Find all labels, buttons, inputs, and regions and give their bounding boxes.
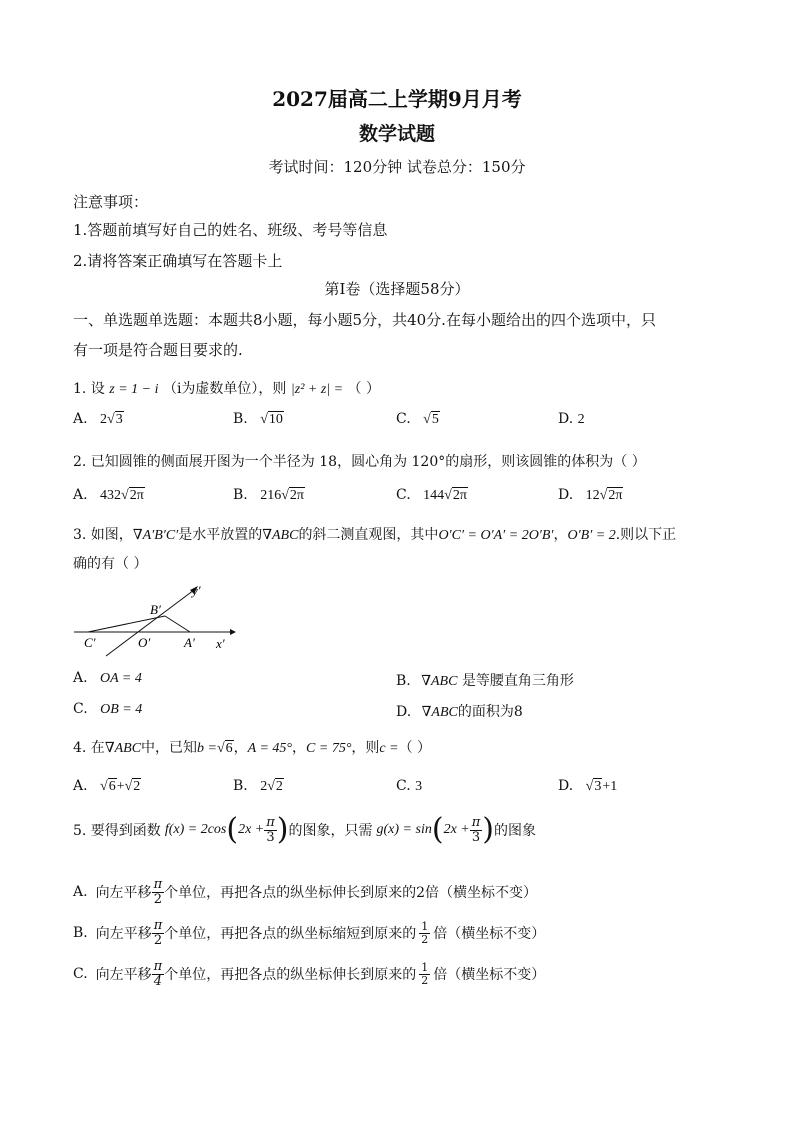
q5-left-paren-f: ( <box>226 812 239 847</box>
section-intro-line-1: 一、单选题单选题：本题共8小题，每小题5分，共40分.在每小题给出的四个选项中，只 <box>73 311 656 329</box>
q2-radicand: 2π <box>452 488 467 503</box>
q1-d-value: 2 <box>577 412 585 427</box>
q1-option-c[interactable]: C. √5 <box>396 411 439 427</box>
denominator: 2 <box>421 973 429 987</box>
numerator: π <box>153 917 163 933</box>
q5-inner-f: 2x + <box>238 822 265 837</box>
option-label: C. <box>396 411 411 427</box>
option-label: C. <box>396 487 411 503</box>
q5-b-post2: 倍（横坐标不变） <box>433 926 546 942</box>
exam-title: 2027届高二上学期9月月考 <box>272 87 522 111</box>
note-item-1: 1.答题前填写好自己的姓名、班级、考号等信息 <box>73 221 388 239</box>
q3-condition-2: O′B′ = 2 <box>567 528 616 543</box>
q3-c-text: OB = 4 <box>100 702 143 717</box>
q4-prefix: 4. 在 <box>73 740 105 756</box>
q5-c-pre: 向左平移 <box>95 967 152 983</box>
numerator: π <box>153 958 163 974</box>
option-label: C. <box>73 701 88 717</box>
q2-radicand: 2π <box>608 488 623 503</box>
q2-b-coef: 216 <box>260 488 282 503</box>
q1-z-def: z = 1 − i <box>109 382 159 397</box>
q5-option-c[interactable] <box>73 954 545 994</box>
denominator: 3 <box>471 829 481 845</box>
q4-tail: （ ） <box>398 740 432 756</box>
q5-b-pre: 向左平移 <box>95 926 152 942</box>
q5-c-shift-frac <box>152 960 165 989</box>
option-label: B. <box>233 487 248 503</box>
q3-d-triangle: ∇ABC <box>421 705 458 720</box>
q3-b-text: 是等腰直角三角形 <box>461 673 574 689</box>
denominator: 2 <box>153 891 162 907</box>
q3-mid: 是水平放置的 <box>178 527 263 543</box>
label-o-prime: O′ <box>138 635 151 650</box>
q4-d-tail: +1 <box>602 779 618 794</box>
q1-option-d[interactable] <box>558 411 585 428</box>
q5-a-pre: 向左平移 <box>95 885 152 901</box>
q3-triangle: ∇ABC <box>262 528 299 543</box>
q5-frac-f <box>264 816 277 845</box>
q4-a-plus: + <box>116 779 125 794</box>
option-label: D. <box>396 704 412 720</box>
numerator: 1 <box>421 919 429 933</box>
q4-b-radicand: 6 <box>225 741 233 756</box>
q5-b-post: 个单位，再把各点的纵坐标缩短到原来的 <box>164 926 417 942</box>
q3-option-b[interactable] <box>396 670 574 690</box>
q5-f-expr: f(x) = 2cos <box>164 822 227 837</box>
option-label: A. <box>73 411 88 427</box>
q5-right-paren-f: ) <box>276 812 289 847</box>
pi-numerator: π <box>266 814 275 830</box>
option-label: B. <box>233 778 248 794</box>
q2-radicand: 2π <box>289 488 304 503</box>
option-label: D. <box>558 778 574 794</box>
q5-a-shift-frac <box>152 878 165 907</box>
q4-c-value: 3 <box>415 779 423 794</box>
q4-b-coef: 2 <box>260 779 268 794</box>
q2-a-coef: 432 <box>100 488 122 503</box>
note-item-2: 2.请将答案正确填写在答题卡上 <box>73 252 283 270</box>
q5-b-scale-frac <box>419 921 430 946</box>
pi-numerator: π <box>471 814 481 830</box>
q2-option-b[interactable]: B. 216√2π <box>233 487 304 503</box>
section-title: 第I卷（选择题58分） <box>324 280 470 298</box>
q3-d-text: 的面积为8 <box>457 704 523 720</box>
q4-option-a[interactable]: A. √6+√2 <box>73 778 141 794</box>
q3-b-triangle: ∇ABC <box>421 674 458 689</box>
q5-mid: 的图象，只需 <box>288 823 373 839</box>
q3-end: .则以下正 <box>615 527 677 543</box>
q3-mid2: 的斜二测直观图，其中 <box>298 527 439 543</box>
q5-c-post: 个单位，再把各点的纵坐标伸长到原来的 <box>164 967 417 983</box>
option-label: D. <box>558 487 574 503</box>
q5-frac-g <box>470 816 483 845</box>
q3-a-text: OA = 4 <box>100 671 142 686</box>
q1-a-coef: 2 <box>100 412 108 427</box>
q5-left-paren-g: ( <box>431 812 444 847</box>
q1-b-radicand: 10 <box>268 412 283 427</box>
q5-b-shift-frac <box>152 919 165 948</box>
q3-condition-1: O′C′ = O′A′ = 2O′B′ <box>438 528 554 543</box>
option-label: C. <box>396 778 411 794</box>
q2-d-coef: 12 <box>585 488 600 503</box>
q4-b-radicand: 2 <box>275 779 283 794</box>
option-label: B. <box>233 411 248 427</box>
option-label: C. <box>73 966 88 982</box>
denominator: 3 <box>266 829 275 845</box>
label-a-prime: A′ <box>184 635 195 650</box>
q3-prefix: 3. 如图， <box>73 527 133 543</box>
q1-mid: （i为虚数单位），则 <box>162 381 287 397</box>
q5-tail: 的图象 <box>494 823 536 839</box>
label-b-prime: B′ <box>150 602 161 617</box>
q4-option-d[interactable]: D. √3+1 <box>558 778 618 794</box>
x-axis-arrow <box>230 629 236 635</box>
option-label: A. <box>73 487 88 503</box>
q4-mid: 中，已知 <box>141 740 198 756</box>
q4-b-eq: b = <box>197 741 217 756</box>
q5-c-scale-frac <box>419 962 430 987</box>
question-3-line-2: 确的有（ ） <box>73 556 148 572</box>
q2-option-a[interactable]: A. 432√2π <box>73 487 144 503</box>
numerator: π <box>153 876 163 892</box>
q3-sep: ， <box>553 527 568 543</box>
q4-a-radicand-2: 2 <box>133 779 141 794</box>
q5-prefix: 5. 要得到函数 <box>73 823 161 839</box>
option-label: B. <box>73 925 88 941</box>
q2-option-d[interactable]: D. 12√2π <box>558 487 623 503</box>
q1-option-b[interactable]: B. √10 <box>233 411 283 427</box>
option-label: B. <box>396 673 411 689</box>
denominator: 4 <box>153 973 163 989</box>
option-label: A. <box>73 884 88 900</box>
label-x-prime: x′ <box>216 636 225 651</box>
q4-angle-c: C = 75° <box>306 741 352 756</box>
denominator: 2 <box>421 932 429 946</box>
question-5-stem <box>73 803 536 857</box>
q4-angle-a: A = 45° <box>247 741 293 756</box>
notes-heading: 注意事项： <box>73 193 149 211</box>
q2-option-c[interactable]: C. 144√2π <box>396 487 467 503</box>
q5-a-post: 个单位，再把各点的纵坐标伸长到原来的2倍（横坐标不变） <box>164 885 538 901</box>
label-y-prime: y′ <box>192 583 201 598</box>
q3-figure <box>70 578 240 658</box>
q5-option-b[interactable] <box>73 913 545 953</box>
q5-g-expr: g(x) = sin <box>376 822 432 837</box>
q5-c-post2: 倍（横坐标不变） <box>433 967 546 983</box>
q5-option-a[interactable] <box>73 872 537 912</box>
option-label: A. <box>73 778 88 794</box>
question-2-stem: 2. 已知圆锥的侧面展开图为一个半径为 18，圆心角为 120°的扇形，则该圆锥的体积为（ ） <box>73 454 646 470</box>
q1-a-radicand: 3 <box>115 412 123 427</box>
q1-expr: |z² + z| = <box>290 382 344 397</box>
q2-radicand: 2π <box>129 488 144 503</box>
q4-d-radicand: 3 <box>594 779 602 794</box>
q1-option-a[interactable]: A. 2√3 <box>73 411 123 427</box>
subject-title: 数学试题 <box>358 123 435 145</box>
q3-option-a[interactable] <box>73 670 142 687</box>
exam-info: 考试时间：120分钟 试卷总分：150分 <box>268 158 526 176</box>
section-intro-line-2: 有一项是符合题目要求的. <box>73 341 243 359</box>
q4-sep-1: ， <box>233 740 248 756</box>
q5-inner-g: 2x + <box>443 822 470 837</box>
numerator: 1 <box>421 960 429 974</box>
q4-triangle: ∇ABC <box>104 741 142 756</box>
option-label: A. <box>73 670 88 686</box>
q1-prefix: 1. 设 <box>73 381 105 397</box>
segment-c-b <box>88 616 165 632</box>
q5-right-paren-g: ) <box>482 812 494 847</box>
q4-sep-2: ， <box>292 740 307 756</box>
q4-a-radicand-1: 6 <box>108 779 116 794</box>
q4-option-c[interactable] <box>396 778 422 795</box>
q1-c-radicand: 5 <box>431 412 439 427</box>
q4-ask: ，则 <box>351 740 380 756</box>
q3-triangle-prime: ∇A′B′C′ <box>132 528 179 543</box>
q4-c-eq: c = <box>379 741 399 756</box>
denominator: 2 <box>153 932 163 948</box>
q4-option-b[interactable]: B. 2√2 <box>233 778 283 794</box>
question-1-stem <box>73 378 380 398</box>
segment-b-a <box>165 616 190 632</box>
option-label: D. <box>558 411 574 427</box>
question-4-stem: 4. 在∇ABC中，已知b =√6，A = 45°，C = 75°，则c =（ ） <box>73 740 432 756</box>
q3-option-d[interactable] <box>396 701 523 721</box>
q3-option-c[interactable] <box>73 701 142 718</box>
q2-c-coef: 144 <box>423 488 445 503</box>
label-c-prime: C′ <box>84 635 96 650</box>
q1-tail: （ ） <box>347 381 380 397</box>
question-3-line-1 <box>73 524 676 544</box>
